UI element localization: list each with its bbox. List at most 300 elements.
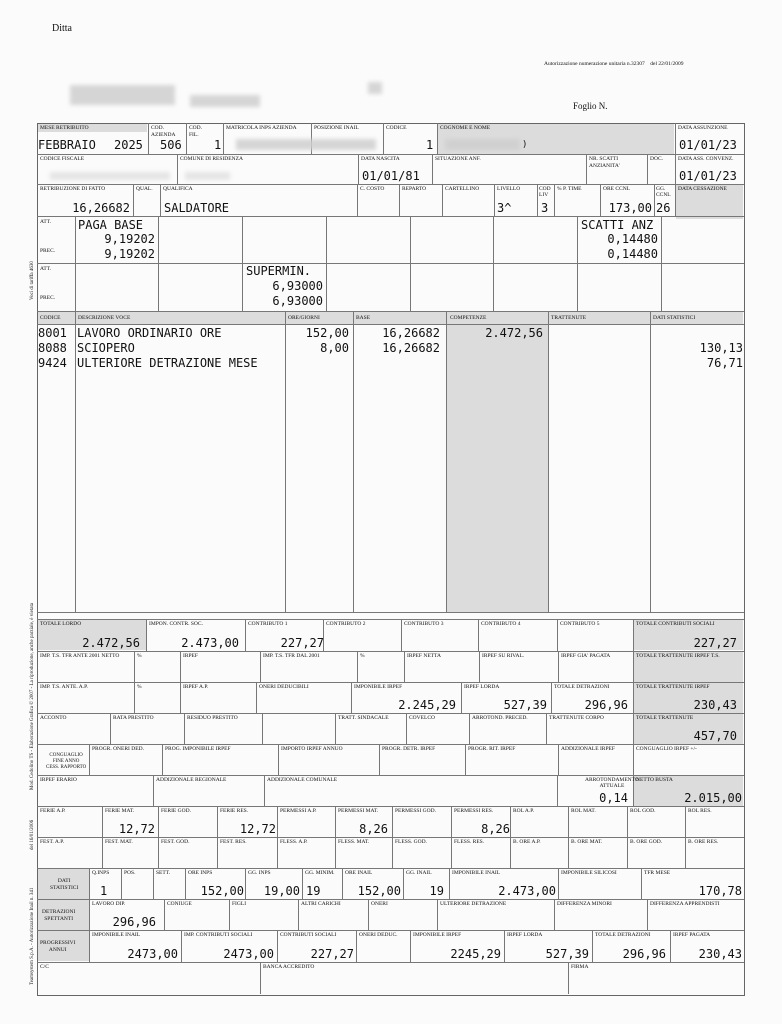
ferie-res-label: FERIE RES. (220, 808, 249, 814)
bore-god-label: B. ORE GOD. (630, 839, 663, 845)
acconto-label: ACCONTO (40, 715, 67, 721)
fest-mat-label: FEST. MAT. (105, 839, 133, 845)
side-voci-label: Voci di tariffa 4630 (30, 261, 35, 300)
ult-detr-label: ULTERIORE DETRAZIONE (440, 901, 507, 907)
redacted-header-2 (190, 95, 260, 107)
vline (184, 713, 185, 744)
vline (675, 154, 676, 184)
pos-label: POS. (124, 870, 136, 876)
qualifica-value: SALDATORE (164, 201, 230, 215)
qualifica-label: QUALIFICA (163, 186, 193, 192)
vline (537, 184, 538, 216)
supermin-label: SUPERMIN. (246, 264, 312, 278)
fest-ap-label: FEST. A.P. (40, 839, 65, 845)
perm-ap-label: PERMESSI A.P. (280, 808, 317, 814)
row-competenze: 2.472,56 (485, 326, 543, 340)
vline (568, 962, 569, 994)
scatti-anz-label: SCATTI ANZ (581, 218, 654, 232)
totale-detrazioni-value: 296,96 (584, 698, 628, 712)
data-nascita-value: 01/01/81 (362, 169, 420, 183)
redacted-cf (50, 172, 170, 180)
reparto-label: REPARTO (402, 186, 427, 192)
row-ore: 8,00 (320, 341, 349, 355)
row-descrizione: SCIOPERO (77, 341, 135, 355)
side-auth: Teamsystem S.p.A. - Autorizzazione Inail n. 341 (30, 887, 35, 985)
data-nascita-label: DATA NASCITA (361, 156, 400, 162)
irpef-label: IRPEF (183, 653, 198, 659)
codice-value: 1 (426, 138, 434, 152)
redacted-matricola (236, 139, 376, 150)
progressivi-label: PROGRESSIVI ANNUI (40, 940, 76, 953)
covelco-label: COVELCO (409, 715, 435, 721)
gg-minim-label: GG. MINIM. (305, 870, 335, 876)
vline (627, 806, 628, 868)
vline (577, 216, 578, 311)
ferie-god-label: FERIE GOD. (161, 808, 191, 814)
supermin-att: 6,93000 (272, 279, 323, 293)
vline (432, 154, 433, 184)
impon-value: 2.473,00 (181, 636, 239, 650)
vline (568, 806, 569, 868)
hline (37, 612, 744, 613)
p-imp-irpef-value: 2245,29 (450, 947, 501, 961)
dati-statistici-label: DATI STATISTICI (50, 878, 79, 891)
totale-lordo-label: TOTALE LORDO (40, 621, 82, 627)
irpef-gia-label: IRPEF GIA' PAGATA (561, 653, 611, 659)
totale-trattenute-value: 457,70 (693, 729, 737, 743)
ferie-mat-value: 12,72 (118, 822, 155, 836)
cognome-label: COGNOME E NOME (440, 125, 491, 131)
vline (158, 216, 159, 311)
gg-inail-label: GG. INAIL (406, 870, 432, 876)
vline (335, 806, 336, 868)
pct-label-2: % (360, 653, 365, 659)
fest-god-label: FEST. GOD. (161, 839, 190, 845)
p-contrib-value: 227,27 (310, 947, 354, 961)
rata-label: RATA PRESTITO (113, 715, 154, 721)
p-imp-contr-label: IMP. CONTRIBUTI SOCIALI (184, 932, 253, 938)
hline (37, 837, 744, 838)
vline (335, 713, 336, 744)
vline (110, 713, 111, 744)
codice-label: CODICE (386, 125, 407, 131)
livello-value: 3^ (497, 201, 512, 215)
th-base: BASE (356, 315, 371, 321)
mese-value: FEBBRAIO (38, 138, 96, 152)
imp-ts-dal-label: IMP. T.S. TFR DAL 2001 (263, 653, 320, 659)
rol-mat-label: ROL MAT. (571, 808, 596, 814)
ore-inail-value: 152,00 (357, 884, 401, 898)
row-dati: 76,71 (706, 356, 743, 370)
p-irpef-pagata-label: IRPEF PAGATA (673, 932, 711, 938)
p-contrib-label: CONTRIBUTI SOCIALI (280, 932, 337, 938)
arrot-att-value: 0,14 (599, 791, 628, 805)
supermin-prec: 6,93000 (272, 294, 323, 308)
irpef-lorda-label: IRPEF LORDA (464, 684, 500, 690)
paga-base-att: 9,19202 (104, 232, 155, 246)
contributo2-label: CONTRIBUTO 2 (326, 621, 366, 627)
ptime-label: % P. TIME (557, 186, 582, 192)
vline (357, 651, 358, 682)
data-assunzione-value: 01/01/23 (679, 138, 737, 152)
anno-value: 2025 (114, 138, 143, 152)
vline (229, 899, 230, 930)
vline (158, 806, 159, 868)
perm-mat-label: PERMESSI MAT. (338, 808, 379, 814)
codice-fiscale-label: CODICE FISCALE (40, 156, 85, 162)
vline (558, 651, 559, 682)
vline (510, 806, 511, 868)
vline (437, 123, 438, 154)
hline (37, 216, 744, 217)
th-dati: DATI STATISTICI (653, 315, 696, 321)
conguaglio-irpef-label: CONGUAGLIO IRPEF +/- (636, 746, 697, 752)
totale-detrazioni-label: TOTALE DETRAZIONI (554, 684, 610, 690)
vline (153, 868, 154, 899)
hline (37, 651, 744, 652)
banca-label: BANCA ACCREDITO (263, 964, 315, 970)
contributo5-label: CONTRIBUTO 5 (560, 621, 600, 627)
redacted-name (445, 139, 520, 150)
hline (37, 806, 744, 807)
add-reg-label: ADDIZIONALE REGIONALE (156, 777, 227, 783)
ore-inail-label: ORE INAIL (345, 870, 373, 876)
att-label-2: ATT. (40, 266, 52, 272)
vline (223, 123, 224, 154)
sheet-number-label: Foglio N. (573, 101, 608, 111)
totale-trattenute-label: TOTALE TRATTENUTE (636, 715, 694, 721)
addizionale-irpef-label: ADDIZIONALE IRPEF (561, 746, 615, 752)
hline (37, 930, 744, 931)
pos-inail-label: POSIZIONE INAIL (314, 125, 359, 131)
fless-god-label: FLESS. GOD. (395, 839, 427, 845)
bore-res-label: B. ORE RES. (688, 839, 719, 845)
redacted-header-3 (368, 82, 382, 94)
vline (392, 806, 393, 868)
imp-silicosi-label: IMPONIBILE SILICOSI (561, 870, 617, 876)
vline (160, 184, 161, 216)
qual-label: QUAL. (136, 186, 153, 192)
ore-inps-value: 152,00 (200, 884, 244, 898)
hline (37, 713, 744, 714)
prec-label-2: PREC. (40, 295, 56, 301)
qinps-label: Q.INPS (92, 870, 110, 876)
hline (37, 324, 744, 325)
perm-god-label: PERMESSI GOD. (395, 808, 436, 814)
add-com-label: ADDIZIONALE COMUNALE (267, 777, 338, 783)
vline (356, 930, 357, 962)
altri-carichi-label: ALTRI CARICHI (301, 901, 341, 907)
qinps-value: 1 (100, 884, 108, 898)
vline (446, 311, 447, 612)
gg-minim-value: 19 (306, 884, 321, 898)
data-assunzione-label: DATA ASSUNZIONE (678, 125, 728, 131)
rol-ap-label: ROL A.P. (513, 808, 535, 814)
vline (162, 744, 163, 775)
vline (661, 216, 662, 311)
ore-ccnl-value: 173,00 (608, 201, 652, 215)
cod-azienda-label: COD. AZIENDA (151, 125, 176, 138)
p-imp-inail-label: IMPONIBILE INAIL (92, 932, 141, 938)
gg-ccnl-label: GG. CCNL (656, 186, 671, 198)
p-tot-detr-label: TOTALE DETRAZIONI (595, 932, 651, 938)
imponibile-irpef-value: 2.245,29 (398, 698, 456, 712)
diff-minori-label: DIFFERENZA MINORI (557, 901, 612, 907)
cod-fil-label: COD. FIL. (189, 125, 202, 138)
vline (675, 184, 676, 216)
vline (451, 806, 452, 868)
vline (302, 868, 303, 899)
totale-contributi-value: 227,27 (693, 636, 737, 650)
th-competenze: COMPETENZE (450, 315, 487, 321)
vline (493, 216, 494, 311)
vline (368, 899, 369, 930)
irpef-erario-label: IRPEF ERARIO (40, 777, 77, 783)
vline (469, 713, 470, 744)
hline (37, 744, 744, 745)
irpef-netta-label: IRPEF NETTA (407, 653, 441, 659)
perm-mat-value: 8,26 (359, 822, 388, 836)
paga-base-label: PAGA BASE (78, 218, 144, 232)
side-date: del 16/01/2006 (30, 819, 35, 850)
ore-inps-label: ORE INPS (188, 870, 213, 876)
vline (260, 962, 261, 994)
livello-label: LIVELLO (497, 186, 521, 192)
vline (75, 311, 76, 612)
vline (465, 744, 466, 775)
retribuzione-value: 16,26682 (72, 201, 130, 215)
vline (647, 154, 648, 184)
vline (554, 899, 555, 930)
situazione-label: SITUAZIONE ANF. (435, 156, 481, 162)
sett-label: SETT. (156, 870, 171, 876)
ferie-ap-label: FERIE A.P. (40, 808, 66, 814)
tot-tratt-irpef-value: 230,43 (693, 698, 737, 712)
pct-label-3: % (137, 684, 142, 690)
rol-god-label: ROL GOD. (630, 808, 656, 814)
prec-label-1: PREC. (40, 248, 56, 254)
vline (410, 216, 411, 311)
vline (357, 184, 358, 216)
vline (256, 682, 257, 713)
ferie-res-value: 12,72 (239, 822, 276, 836)
fless-res-label: FLESS. RES. (454, 839, 485, 845)
att-label-1: ATT. (40, 219, 52, 225)
oneri-label: ONERI (371, 901, 388, 907)
vline (134, 651, 135, 713)
data-conv-label: DATA ASS. CONVENZ. (678, 156, 734, 162)
contributo3-label: CONTRIBUTO 3 (404, 621, 444, 627)
scatti-label: NR. SCATTI ANZIANITA' (589, 156, 620, 169)
gg-ccnl-value: 26 (656, 201, 671, 215)
vline (277, 806, 278, 868)
vline (685, 806, 686, 868)
vline (148, 123, 149, 154)
authorization-text: Autorizzazione numerazione unitaria n.32307 del 22/01/2009 (544, 61, 684, 67)
row-descrizione: LAVORO ORDINARIO ORE (77, 326, 222, 340)
vline (326, 216, 327, 311)
vline (164, 899, 165, 930)
irpef-ap-label: IRPEF A.P. (183, 684, 209, 690)
p-tot-detr-value: 296,96 (622, 947, 666, 961)
progr-rit-label: PROGR. RIT. IRPEF (468, 746, 516, 752)
vline (557, 619, 558, 651)
residuo-label: RESIDUO PRESTITO (187, 715, 238, 721)
fless-mat-label: FLESS. MAT. (338, 839, 370, 845)
vline (399, 184, 400, 216)
totale-contributi-label: TOTALE CONTRIBUTI SOCIALI (636, 621, 715, 627)
gg-inps-label: GG. INPS (248, 870, 271, 876)
diff-appr-label: DIFFERENZA APPRENDISTI (650, 901, 720, 907)
cod-liv-value: 3 (541, 201, 549, 215)
vline (586, 154, 587, 184)
vline (262, 713, 263, 744)
vline (298, 899, 299, 930)
vline (479, 651, 480, 682)
hline (37, 962, 744, 963)
mese-label: MESE RETRIBUITO (40, 125, 89, 131)
fest-res-label: FEST. RES. (220, 839, 247, 845)
p-irpef-pagata-value: 230,43 (698, 947, 742, 961)
ore-ccnl-label: ORE CCNL (603, 186, 631, 192)
row-dati: 130,13 (699, 341, 743, 355)
vline (383, 123, 384, 154)
vline (264, 775, 265, 806)
vline (406, 713, 407, 744)
p-oneri-label: ONERI DEDUC. (359, 932, 398, 938)
vline (437, 899, 438, 930)
matricola-label: MATRICOLA INPS AZIENDA (226, 125, 297, 131)
fless-ap-label: FLESS. A.P. (280, 839, 308, 845)
irpef-su-rival-label: IRPEF SU RIVAL. (482, 653, 525, 659)
th-codice: CODICE (40, 315, 61, 321)
ferie-mat-label: FERIE MAT. (105, 808, 135, 814)
th-trattenute: TRATTENUTE (551, 315, 587, 321)
conguaglio-label: CONGUAGLIO FINE ANNO CESS. RAPPORTO (46, 753, 87, 770)
vline (442, 184, 443, 216)
vline (379, 744, 380, 775)
hline (37, 619, 744, 620)
hline (37, 899, 744, 900)
redacted-comune (185, 172, 230, 180)
firma-label: FIRMA (571, 964, 589, 970)
vline (353, 311, 354, 612)
oneri-deducibili-label: ONERI DEDUCIBILI (259, 684, 309, 690)
vline (558, 744, 559, 775)
rol-res-label: ROL RES. (688, 808, 712, 814)
coniuge-label: CONIUGE (167, 901, 192, 907)
p-irpef-lorda-value: 527,39 (545, 947, 589, 961)
hline (37, 184, 744, 185)
tfr-mese-label: TFR MESE (644, 870, 671, 876)
vline (494, 184, 495, 216)
th-ore: ORE/GIORNI (288, 315, 320, 321)
row-base: 16,26682 (382, 341, 440, 355)
imp-ts-ante-label: IMP. T.S. TFR ANTE 2001 NETTO (40, 653, 120, 659)
p-imp-contr-value: 2473,00 (223, 947, 274, 961)
company-label: Ditta (52, 23, 72, 34)
cognome-tail: ) (522, 140, 528, 150)
cod-fil-value: 1 (214, 138, 222, 152)
vline (285, 311, 286, 612)
data-cessazione-label: DATA CESSAZIONE (678, 186, 727, 192)
c-costo-label: C. COSTO (360, 186, 385, 192)
side-copyright: Mod. Cedolino TS - Elaborazione Grafica © 2007 - La riproduzione, anche parziale, è vietata (30, 602, 35, 790)
cod-azienda-value: 506 (160, 138, 182, 152)
vline (260, 651, 261, 682)
hline (37, 154, 744, 155)
pct-label-1: % (137, 653, 142, 659)
row-ore: 152,00 (305, 326, 349, 340)
row-codice: 8001 (38, 326, 67, 340)
vline (133, 184, 134, 216)
row-descrizione: ULTERIORE DETRAZIONE MESE (77, 356, 258, 370)
p-imp-inail-value: 2473,00 (127, 947, 178, 961)
gg-inail-value: 19 (429, 884, 444, 898)
vline (554, 184, 555, 216)
hline (37, 682, 744, 683)
redacted-header-1 (70, 85, 175, 105)
imp-inail-label: IMPONIBILE INAIL (452, 870, 501, 876)
vline (546, 713, 547, 744)
vline (404, 651, 405, 682)
vline (358, 154, 359, 184)
progr-detr-label: PROGR. DETR. IRPEF (382, 746, 436, 752)
hline (37, 263, 744, 264)
impon-label: IMPON. CONTR. SOC. (149, 621, 203, 627)
th-descrizione: DESCRIZIONE VOCE (78, 315, 131, 321)
row-codice: 9424 (38, 356, 67, 370)
contributo4-label: CONTRIBUTO 4 (481, 621, 521, 627)
hline (37, 868, 744, 869)
vline (153, 775, 154, 806)
imp-inail-value: 2.473,00 (498, 884, 556, 898)
prog-imp-label: PROG. IMPONIBILE IRPEF (165, 746, 231, 752)
vline (478, 619, 479, 651)
vline (186, 123, 187, 154)
hline (37, 775, 744, 776)
vline (401, 619, 402, 651)
scatti-anz-prec: 0,14480 (607, 247, 658, 261)
irpef-lorda-value: 527,39 (503, 698, 547, 712)
cartellino-label: CARTELLINO (445, 186, 480, 192)
imponibile-irpef-label: IMPONIBILE IRPEF (354, 684, 403, 690)
vline (647, 899, 648, 930)
data-conv-value: 01/01/23 (679, 169, 737, 183)
perm-res-value: 8,26 (481, 822, 510, 836)
vline (278, 744, 279, 775)
p-imp-irpef-label: IMPONIBILE IRPEF (413, 932, 462, 938)
vline (180, 651, 181, 713)
vline (548, 311, 549, 612)
cc-label: C/C (40, 964, 49, 970)
vline (102, 806, 103, 868)
vline (121, 868, 122, 899)
vline (217, 806, 218, 868)
retribuzione-label: RETRIBUZIONE DI FATTO (40, 186, 106, 192)
contributo1-label: CONTRIBUTO 1 (248, 621, 288, 627)
lavoro-dip-value: 296,96 (112, 915, 156, 929)
lavoro-dip-label: LAVORO DIP. (92, 901, 126, 907)
vline (89, 744, 90, 775)
hline (37, 311, 744, 312)
cod-liv-label: COD LIV (539, 186, 551, 198)
imp-ts-ap-label: IMP. T.S. ANTE. A.P. (40, 684, 88, 690)
vline (558, 868, 559, 899)
row-base: 16,26682 (382, 326, 440, 340)
arrot-att-label: ARROTONDAMENTO ATTUALE (585, 777, 639, 789)
totale-lordo-value: 2.472,56 (82, 636, 140, 650)
